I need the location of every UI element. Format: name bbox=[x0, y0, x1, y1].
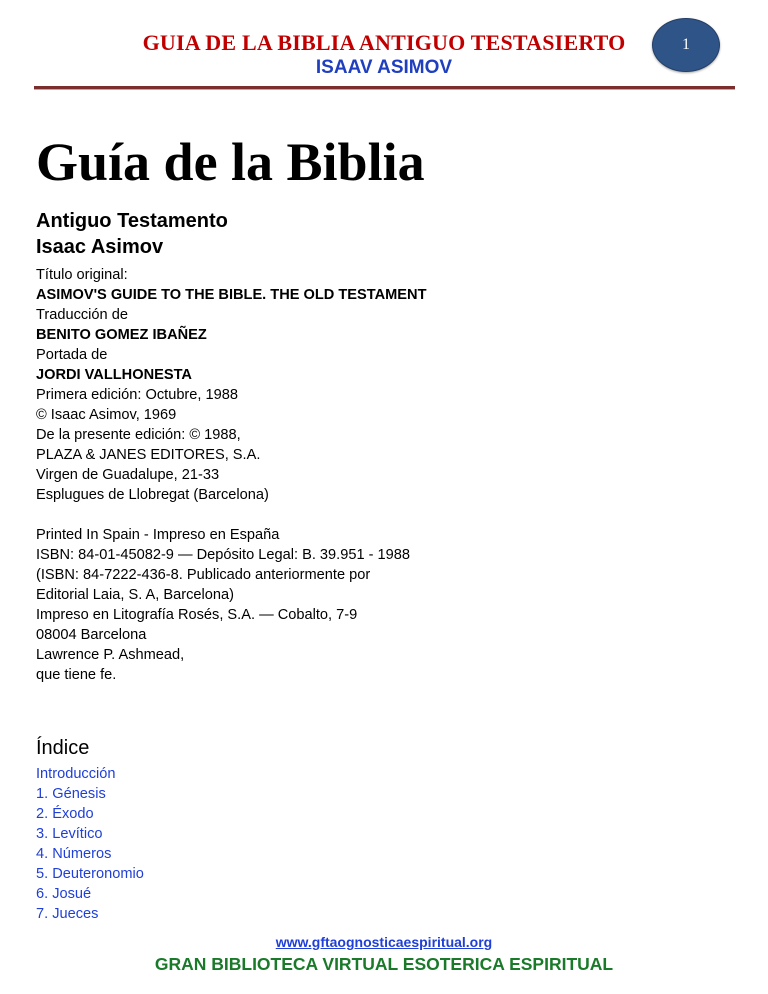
header-title: GUIA DE LA BIBLIA ANTIGUO TESTASIERTO bbox=[142, 30, 626, 55]
credits-line: ASIMOV'S GUIDE TO THE BIBLE. THE OLD TESTAMENT bbox=[36, 287, 427, 303]
printing-line: Lawrence P. Ashmead, bbox=[36, 647, 185, 663]
index-link-josue[interactable]: 6. Josué bbox=[36, 886, 92, 902]
index-link-genesis[interactable]: 1. Génesis bbox=[36, 786, 106, 802]
credits-line: JORDI VALLHONESTA bbox=[36, 367, 192, 383]
credits-line: © Isaac Asimov, 1969 bbox=[36, 407, 177, 423]
printing-line: que tiene fe. bbox=[36, 667, 117, 683]
credits-line: Virgen de Guadalupe, 21-33 bbox=[36, 467, 220, 483]
printing-line: Editorial Laia, S. A, Barcelona) bbox=[36, 587, 234, 603]
page-number-badge: 1 bbox=[652, 18, 720, 72]
index-heading: Índice bbox=[36, 737, 90, 759]
credits-block bbox=[36, 265, 427, 505]
credits-line: Esplugues de Llobregat (Barcelona) bbox=[36, 487, 269, 503]
footer-website-link[interactable]: www.gftaognosticaespiritual.org bbox=[275, 934, 493, 950]
index-link-numeros[interactable]: 4. Números bbox=[36, 846, 112, 862]
printing-line: (ISBN: 84-7222-436-8. Publicado anteriormente por bbox=[36, 567, 371, 583]
credits-line: Portada de bbox=[36, 347, 108, 363]
index-link-exodo[interactable]: 2. Éxodo bbox=[36, 806, 94, 822]
credits-line: PLAZA & JANES EDITORES, S.A. bbox=[36, 447, 261, 463]
index-link-deuteronomio[interactable]: 5. Deuteronomio bbox=[36, 866, 144, 882]
index-link-jueces[interactable]: 7. Jueces bbox=[36, 906, 99, 922]
header-divider bbox=[34, 86, 735, 90]
credits-line: Primera edición: Octubre, 1988 bbox=[36, 387, 238, 403]
printing-line: 08004 Barcelona bbox=[36, 627, 147, 643]
printing-block bbox=[36, 525, 410, 685]
footer-library-name: GRAN BIBLIOTECA VIRTUAL ESOTERICA ESPIRITUAL bbox=[154, 954, 614, 974]
index-link-introduccion[interactable]: Introducción bbox=[36, 766, 116, 782]
credits-line: BENITO GOMEZ IBAÑEZ bbox=[36, 327, 207, 343]
credits-line: Traducción de bbox=[36, 307, 128, 323]
index-list bbox=[36, 764, 144, 924]
credits-line: De la presente edición: © 1988, bbox=[36, 427, 241, 443]
credits-line: Título original: bbox=[36, 267, 128, 283]
printing-line: Printed In Spain - Impreso en España bbox=[36, 527, 280, 543]
index-link-levitico[interactable]: 3. Levítico bbox=[36, 826, 103, 842]
book-title: Guía de la Biblia bbox=[36, 132, 425, 192]
printing-line: ISBN: 84-01-45082-9 — Depósito Legal: B. 39.951 - 1988 bbox=[36, 547, 411, 563]
book-subtitle: Antiguo Testamento bbox=[36, 210, 228, 232]
book-author: Isaac Asimov bbox=[36, 236, 164, 258]
header-subtitle: ISAAV ASIMOV bbox=[315, 57, 453, 78]
printing-line: Impreso en Litografía Rosés, S.A. — Cobalto, 7-9 bbox=[36, 607, 358, 623]
